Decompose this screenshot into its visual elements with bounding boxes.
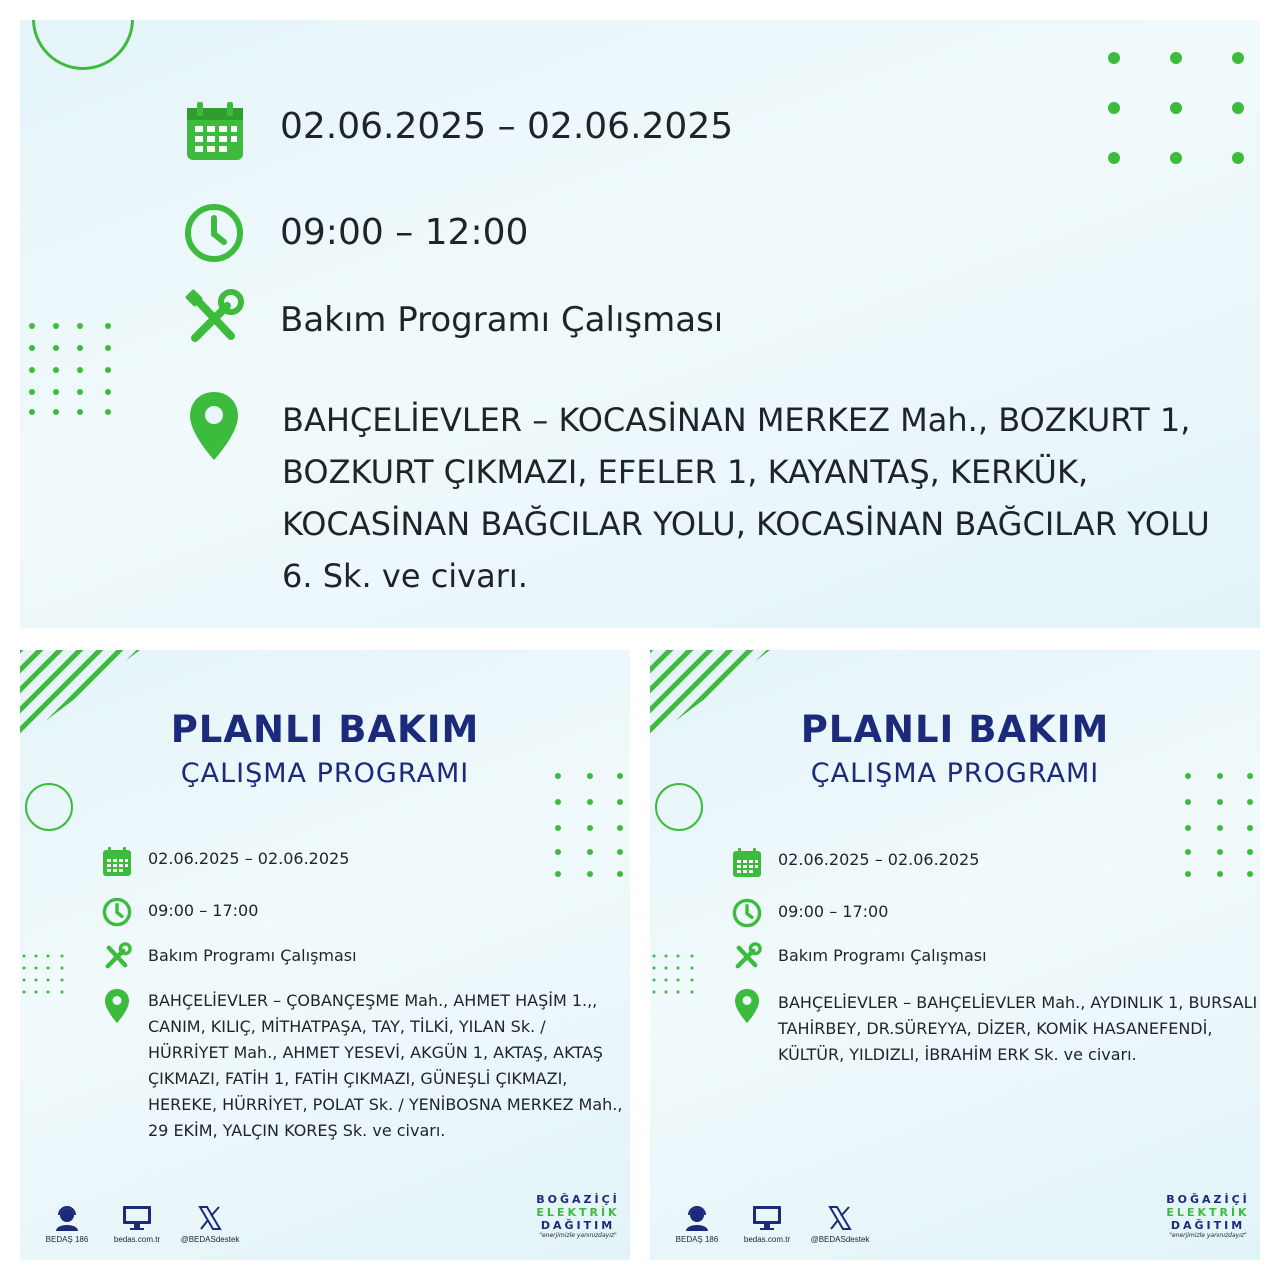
x-logo-icon [197, 1205, 223, 1231]
footer-web-label: bedas.com.tr [743, 1235, 791, 1244]
logo-tagline: "enerjimizle yanınızdayız" [539, 1232, 617, 1239]
location-pin-icon [188, 390, 240, 462]
work-type-row [183, 288, 723, 350]
left-announcement-panel [20, 650, 630, 1260]
location-row [734, 988, 1258, 1068]
panel-subtitle: ÇALIŞMA PROGRAMI [810, 758, 1100, 789]
date-range: 02.06.2025 – 02.06.2025 [280, 106, 734, 147]
date-row [732, 847, 979, 878]
headset-icon [684, 1205, 710, 1231]
location-pin-icon [104, 988, 130, 1024]
calendar-icon [102, 846, 132, 877]
footer-web-label: bedas.com.tr [113, 1235, 161, 1244]
tools-icon [732, 942, 762, 972]
company-logo [1158, 1193, 1258, 1239]
footer-social-label: @BEDASdestek [810, 1235, 870, 1244]
panel-title: PLANLI BAKIM [800, 708, 1110, 751]
time-range: 09:00 – 17:00 [778, 902, 889, 921]
logo-line-2: ELEKTRİK [536, 1206, 620, 1219]
work-type-row [102, 942, 357, 972]
tools-icon [183, 288, 245, 350]
footer-social-label: @BEDASdestek [180, 1235, 240, 1244]
logo-line-1: BOĞAZİÇİ [536, 1193, 620, 1206]
footer-social[interactable] [795, 1205, 885, 1244]
decor-circle [25, 783, 73, 831]
clock-icon [183, 202, 245, 264]
decor-dot-grid [1100, 50, 1250, 170]
panel-title: PLANLI BAKIM [170, 708, 480, 751]
work-type-row [732, 942, 987, 972]
decor-circle [655, 783, 703, 831]
location-text: BAHÇELİEVLER – BAHÇELİEVLER Mah., AYDINLIK 1, BURSALI TAHİRBEY, DR.SÜREYYA, DİZER, KOMİK HASANEFENDİ, KÜLTÜR, YILDIZLI, İBRAHİM ERK Sk. ve civarı. [778, 993, 1258, 1064]
time-range: 09:00 – 17:00 [148, 901, 259, 920]
location-text: BAHÇELİEVLER – ÇOBANÇEŞME Mah., AHMET HAŞİM 1.,, CANIM, KILIÇ, MİTHATPAŞA, TAY, TİLKİ, YILAN Sk. / HÜRRİYET Mah., AHMET YESEVİ, AKGÜN 1, AKTAŞ, AKTAŞ ÇIKMAZI, FATİH 1, FATİH ÇIKMAZI, GÜNEŞLİ ÇIKMAZI, HEREKE, HÜRRİYET, POLAT Sk. / YENİBOSNA MERKEZ Mah., 29 EKİM, YALÇIN KOREŞ Sk. ve civarı. [148, 991, 623, 1140]
footer-phone-label: BEDAŞ 186 [45, 1235, 89, 1244]
logo-line-3: DAĞITIM [1170, 1219, 1246, 1232]
time-row [102, 897, 258, 927]
calendar-icon [185, 100, 245, 162]
x-logo-icon [827, 1205, 853, 1231]
footer-social[interactable] [165, 1205, 255, 1244]
headset-icon [54, 1205, 80, 1231]
location-text: BAHÇELİEVLER – KOCASİNAN MERKEZ Mah., BOZKURT 1, BOZKURT ÇIKMAZI, EFELER 1, KAYANTAŞ, KERKÜK, KOCASİNAN BAĞCILAR YOLU, KOCASİNAN BAĞCILAR YOLU 6. Sk. ve civarı. [282, 401, 1210, 595]
company-logo [528, 1193, 628, 1239]
date-row [185, 100, 733, 162]
calendar-icon [732, 847, 762, 878]
time-row [183, 202, 528, 264]
top-announcement-panel [20, 20, 1260, 628]
clock-icon [732, 898, 762, 928]
decor-dot-grid-small [20, 952, 70, 1002]
monitor-icon [752, 1205, 782, 1231]
tools-icon [102, 942, 132, 972]
logo-line-3: DAĞITIM [540, 1219, 616, 1232]
decor-dot-grid-left [28, 320, 128, 420]
work-type: Bakım Programı Çalışması [778, 946, 987, 965]
monitor-icon [122, 1205, 152, 1231]
logo-line-2: ELEKTRİK [1166, 1206, 1250, 1219]
location-row [104, 988, 628, 1144]
date-range: 02.06.2025 – 02.06.2025 [148, 849, 350, 868]
work-type: Bakım Programı Çalışması [280, 300, 724, 340]
right-announcement-panel [650, 650, 1260, 1260]
date-range: 02.06.2025 – 02.06.2025 [778, 850, 980, 869]
panel-subtitle: ÇALIŞMA PROGRAMI [180, 758, 470, 789]
time-range: 09:00 – 12:00 [280, 212, 529, 253]
location-pin-icon [734, 988, 760, 1024]
logo-tagline: "enerjimizle yanınızdayız" [1169, 1232, 1247, 1239]
decor-dot-grid-small [650, 952, 700, 1002]
location-row [188, 390, 1242, 602]
footer-phone-label: BEDAŞ 186 [675, 1235, 719, 1244]
work-type: Bakım Programı Çalışması [148, 946, 357, 965]
clock-icon [102, 897, 132, 927]
decor-circle [32, 20, 134, 70]
time-row [732, 898, 888, 928]
logo-line-1: BOĞAZİÇİ [1166, 1193, 1250, 1206]
date-row [102, 846, 349, 877]
